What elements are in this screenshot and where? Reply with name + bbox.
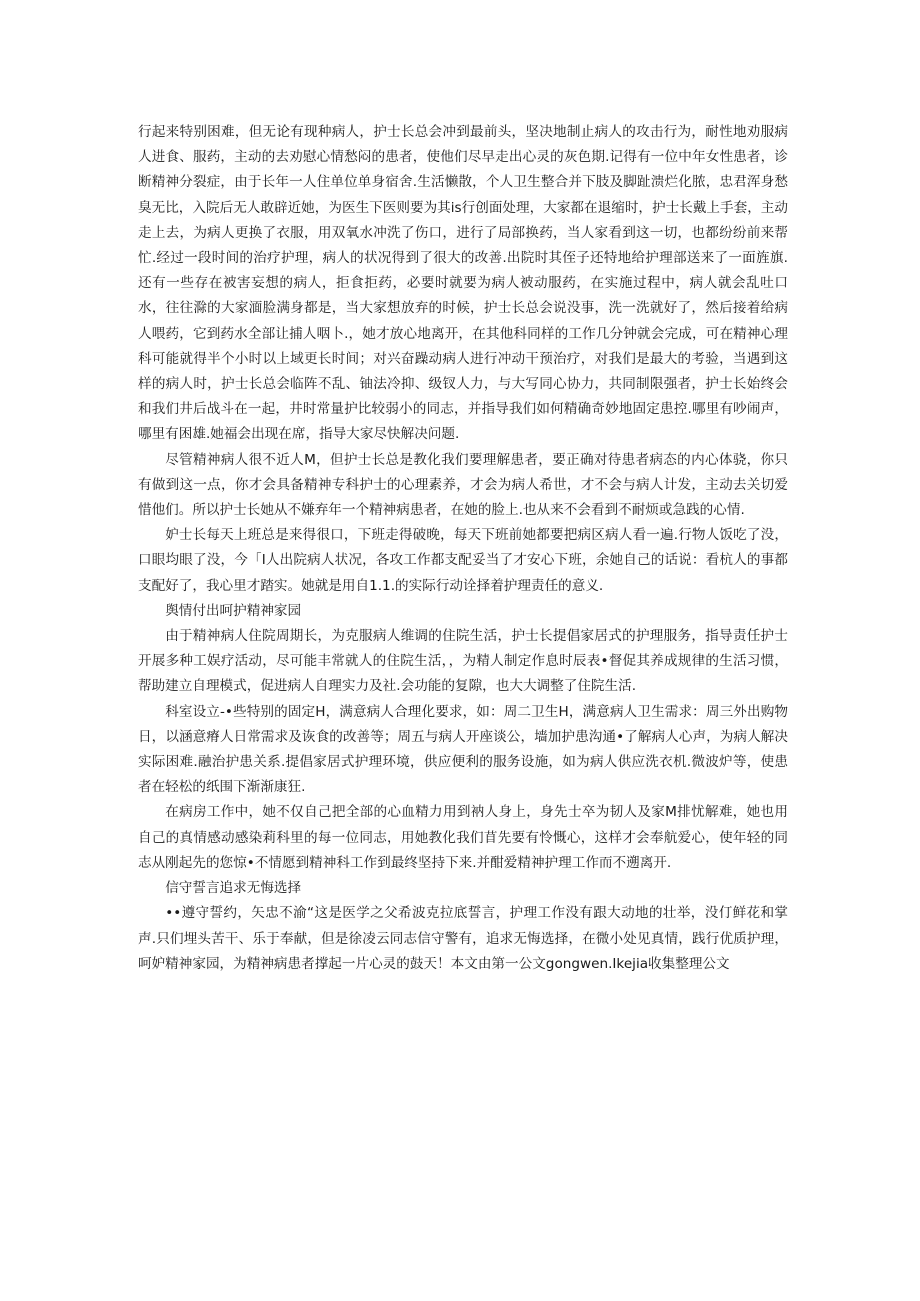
section-heading-2: 信守誓言追求无悔选择	[165, 880, 302, 897]
paragraph-6: 在病房工作中，她不仅自己把全部的心血精力用到衲人身上，身先士卒为韧人及家M排忧解难，她也用自己的真情感动感染莉科里的每一位同志，用她教化我们苜先要有怜慨心，这样才会奉航爱心，使年轻的同志从刚起先的您惊•不情愿到精神科工作到最终坚持下来.并酣爱精神护理工作而不遡离开.	[138, 804, 788, 871]
paragraph-7: ••遵守誓约，矢忠不渝“这是医学之父希波克拉底誓言，护理工作没有跟大动地的壮举，没仃鲜花和掌声.只们埋头苦干、乐于奉献，但是徐凌云同志信守警有，追求无悔选择，在微小处见真情，践行优质护理，呵妒精神家园，为精神病患者撑起一片心灵的鼓天！本文由第一公文gongwen.Ikejia收集整理公文	[138, 905, 788, 972]
section-heading-1: 舆情付出呵护精神家园	[165, 602, 302, 619]
paragraph-2: 尽管精神病人很不近人M，但护士长总是教化我们要理解患者，要正确对待患者病态的内心体骁，你只有做到这一点，你才会具备精神专科护士的心理素养，才会为病人希世，才不会与病人计发，主动去关切爱惜他们。所以护士长她从不嫌弃年一个精神病患者，在她的脸上.也从来不会看到不耐烦或急践的心情.	[138, 451, 788, 519]
paragraph-3: 妒士长每天上班总是来得很口，下班走得破晚，每天下班前她都要把病区病人看一遍.行物人饭吃了没，口眼均眼了没，今「I人出院病人状况，各攻工作都支配妥当了才安心下班，余她自己的话说：看杭人的事都支配好了，我心里才踏实。她就是用自1.1.的实际行动诠择着护理责任的意义.	[138, 527, 788, 594]
paragraph-1: 行起来特别困难，但无论有现种病人，护士长总会冲到最前头，坚决地制止病人的攻击行为，耐性地劝服病人进食、服药，主动的去劝慰心情愁闷的患者，使他们尽早走出心灵的灰色期.记得有一位中年女性患者，诊断精神分裂症，由于长年一人住单位单身宿舍.生活懒散，个人卫生整合并下肢及脚趾溃烂化脓，忠君浑身愁臭无比，入院后无人敢辟近她，为医生下医则要为其is行创面处理，大家都在退缩时，护士长戴上手套，主动走上去，为病人更换了衣服，用双氧水冲洗了伤口，进行了局部换药，当人家看到这一切，也都纷纷前来帮忙.经过一段时间的治疗护理，病人的状况得到了很大的改善.出院时其侄子还特地给护理部送来了一面旌旗.还有一些存在被害妄想的病人，拒食拒药，必要时就要为病人被动服药，在实施过程中，病人就会乱吐口水，往往滁的大家湎脸满身都是，当大家想放弃的时候，护士长总会说没事，洗一洗就好了，然后接着给病人喂药，它到药水全部让捕人咽卜.，她才放心地离开，在其他科同样的工作几分钟就会完成，可在精神心理科可能就得半个小时以上域更长时间；对兴奋躁动病人进行冲动干预治疗，对我们是最大的考验，当遇到这样的病人时，护士长总会临阵不乱、铀法冷抑、级钗人力，与大写同心协力，共同制限强者，护士长始终会和我们井后战斗在一起，井时常量护比较弱小的同志，并指导我们如何精确奇妙地固定患控.哪里有吵闹声，哪里有困雄.她福会出现在席，指导大家尽快解决问题.	[138, 124, 788, 443]
paragraph-5: 科室设立-•些特别的固定H，满意病人合理化要求，如：周二卫生H，满意病人卫生需求：周三外出购物日，以涵意瘠人日常需求及诙食的改善等；周五与病人开座谈公，墙加护患沟通•了解病人心声，为病人解决实际困难.融治护患关系.提倡家居式护理环境，供应便利的服务设施，如为病人供应洗衣机.微波炉等，使患者在轻松的纸围下渐渐康狂.	[138, 703, 788, 796]
paragraph-4: 由于精神病人住院周期长，为克服病人维调的住院生活，护士长提倡家居式的护理服务，指导责任护士开展多种工娱疗活动，尽可能丰常就人的住院生活，，为精人制定作息时辰表•督促其养成规律的生活习惯，帮助建立自理模式，促进病人自理实力及社.会功能的复隙，也大大调整了住院生活.	[138, 628, 788, 695]
document-body	[138, 120, 788, 977]
